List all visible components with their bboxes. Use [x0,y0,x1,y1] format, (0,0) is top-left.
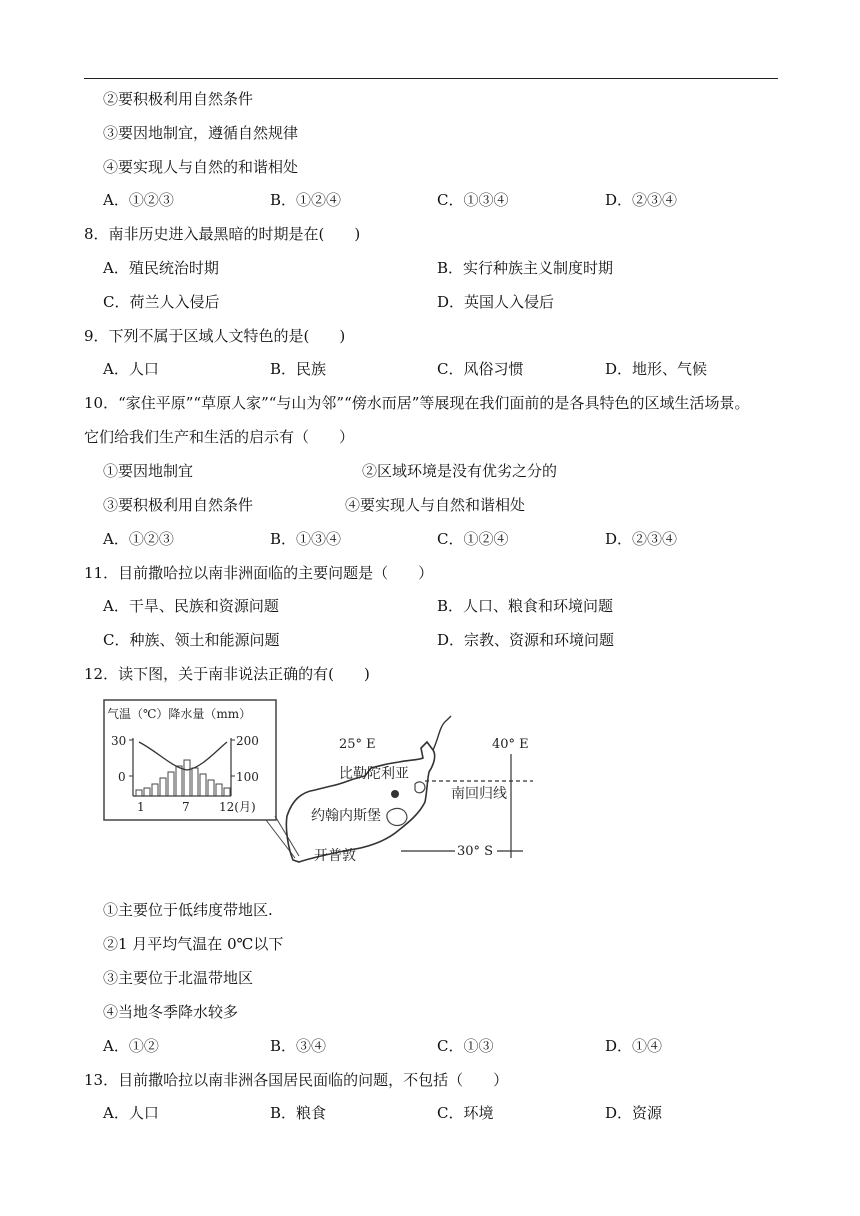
q12-option-c[interactable]: C．①③ [437,1037,494,1055]
left-tick-label-0: 0 [118,770,126,784]
q10-option-a[interactable]: A．①②③ [103,530,174,548]
q9-option-a[interactable]: A．人口 [103,360,159,378]
q12-statement-1: ①主要位于低纬度带地区. [103,901,273,919]
q7-statement-4: ④要实现人与自然的和谐相处 [103,158,299,176]
q9-option-d[interactable]: D．地形、气候 [605,360,708,378]
q12-option-b[interactable]: B．③④ [270,1037,327,1055]
lon-40-label: 40° E [492,737,529,752]
q13-option-a[interactable]: A．人口 [103,1104,159,1122]
q8-option-b[interactable]: B．实行种族主义制度时期 [437,259,614,277]
q8-stem: 8．南非历史进入最黑暗的时期是在( ) [84,225,361,243]
q10-statement-1: ①要因地制宜 [103,462,194,480]
q10-statement-2: ②区域环境是没有优劣之分的 [362,462,558,480]
q10-option-b[interactable]: B．①③④ [270,530,342,548]
q9-option-b[interactable]: B．民族 [270,360,327,378]
q12-statement-3: ③主要位于北温带地区 [103,969,254,987]
q8-option-d[interactable]: D．英国人入侵后 [437,293,555,311]
header-rule [84,78,778,79]
left-tick-label-30: 30 [111,734,127,748]
q10-option-d[interactable]: D．②③④ [605,530,678,548]
pretoria-label: 比勒陀利亚 [339,766,409,782]
q9-option-c[interactable]: C．风俗习惯 [437,360,524,378]
q7-option-a[interactable]: A．①②③ [103,191,174,209]
q7-option-b[interactable]: B．①②④ [270,191,342,209]
q7-statement-2: ②要积极利用自然条件 [103,90,254,108]
q12-option-a[interactable]: A．①② [103,1037,159,1055]
lat-30-label: 30° S [457,844,494,859]
q12-statement-2: ②1 月平均气温在 0℃以下 [103,935,284,953]
month-label-12: 12(月) [219,800,256,814]
capetown-label: 开普敦 [314,848,356,864]
q12-option-d[interactable]: D．①④ [605,1037,663,1055]
q8-option-c[interactable]: C．荷兰人入侵后 [103,293,220,311]
month-label-7: 7 [182,800,190,814]
q7-statement-3: ③要因地制宜，遵循自然规律 [103,124,299,142]
q11-stem: 11．目前撒哈拉以南非洲面临的主要问题是（ ） [84,564,434,582]
right-tick-label-100: 100 [236,770,259,784]
q11-option-c[interactable]: C．种族、领土和能源问题 [103,631,280,649]
tropic-label: 南回归线 [451,786,507,802]
q10-option-c[interactable]: C．①②④ [437,530,509,548]
eswatini-outline [415,782,425,793]
right-tick-label-200: 200 [236,734,259,748]
q7-option-d[interactable]: D．②③④ [605,191,678,209]
q11-option-a[interactable]: A．干旱、民族和资源问题 [103,597,279,615]
q10-statement-3: ③要积极利用自然条件 [103,496,254,514]
lon-25-label: 25° E [339,737,376,752]
q13-option-c[interactable]: C．环境 [437,1104,494,1122]
q7-option-c[interactable]: C．①③④ [437,191,509,209]
q9-stem: 9．下列不属于区域人文特色的是( ) [84,327,346,345]
q12-stem: 12．读下图，关于南非说法正确的有( ) [84,665,370,683]
q8-option-a[interactable]: A．殖民统治时期 [103,259,219,277]
lesotho-outline [387,808,407,825]
johannesburg-dot [391,790,399,798]
q12-statement-4: ④当地冬季降水较多 [103,1003,239,1021]
q10-statement-4: ④要实现人与自然和谐相处 [345,496,526,514]
month-label-1: 1 [137,800,145,814]
q10-stem-line2: 它们给我们生产和生活的启示有（ ） [84,428,355,446]
q13-option-d[interactable]: D．资源 [605,1104,663,1122]
climate-header: 气温（℃）降水量（mm） [107,707,252,721]
map-svg [103,698,533,890]
q11-option-d[interactable]: D．宗教、资源和环境问题 [437,631,615,649]
q13-option-b[interactable]: B．粮食 [270,1104,327,1122]
q11-option-b[interactable]: B．人口、粮食和环境问题 [437,597,614,615]
johannesburg-label: 约翰内斯堡 [311,808,381,824]
q10-stem-line1: 10．“家住平原”“草原人家”“与山为邻”“傍水而居”等展现在我们面前的是各具特色的区域生活场景。 [84,394,750,412]
q13-stem: 13．目前撒哈拉以南非洲各国居民面临的问题，不包括（ ） [84,1071,509,1089]
south-africa-outline [286,742,434,862]
northeast-border [433,716,451,750]
south-africa-map-figure [103,698,533,890]
